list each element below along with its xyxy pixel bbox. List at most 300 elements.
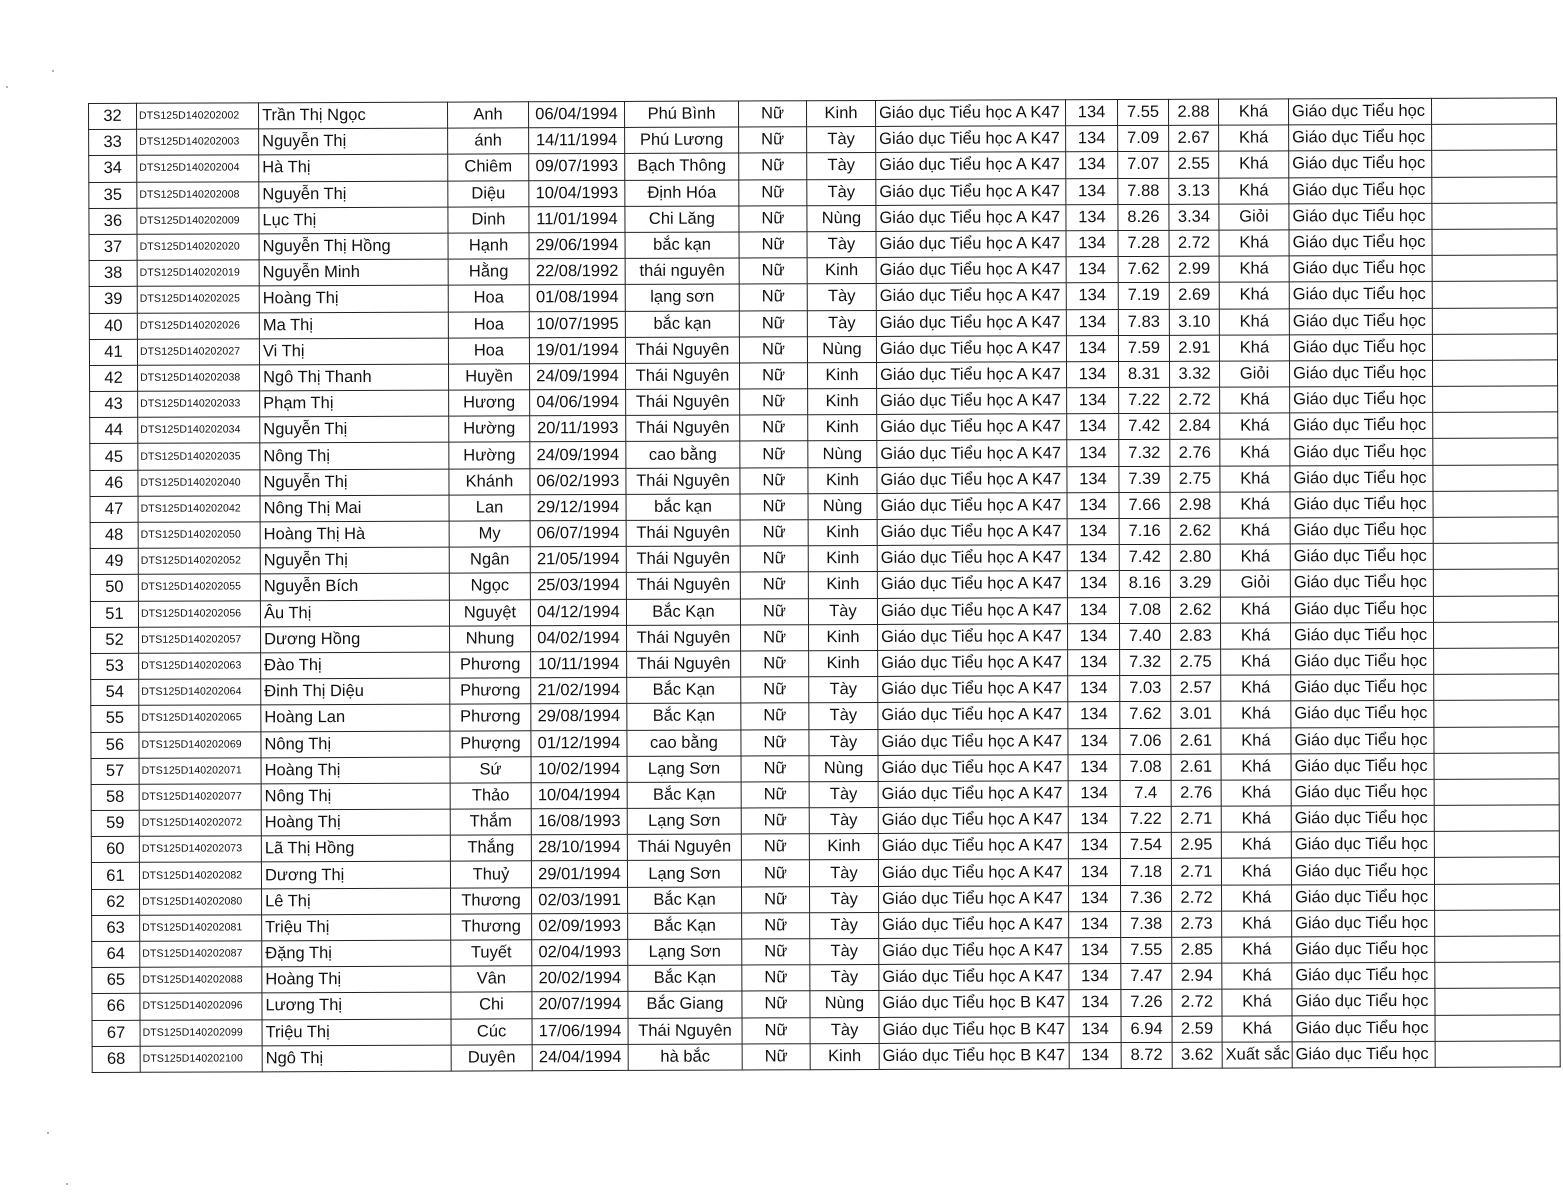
birth-place: Lạng Sơn	[628, 939, 742, 966]
student-code: DTS125D140202052	[138, 548, 260, 575]
blank-cell	[1435, 962, 1560, 989]
grade-10: 8.72	[1121, 1042, 1172, 1068]
class-name: Giáo dục Tiểu học A K47	[877, 545, 1067, 572]
row-number: 42	[90, 365, 138, 391]
first-name: Hoa	[448, 311, 529, 337]
birth-date: 01/08/1994	[529, 285, 625, 312]
gender: Nữ	[739, 153, 807, 179]
gender: Nữ	[740, 494, 808, 520]
major: Giáo dục Tiểu học	[1292, 963, 1435, 990]
grade-10: 8.16	[1119, 571, 1170, 597]
first-name: Anh	[447, 102, 528, 128]
class-name: Giáo dục Tiểu học B K47	[879, 990, 1069, 1017]
student-code: DTS125D140202064	[139, 679, 261, 706]
birth-place: Thái Nguyên	[627, 625, 741, 652]
surname-given: Nguyễn Thị	[259, 181, 448, 208]
first-name: Phương	[450, 704, 531, 730]
first-name: Diệu	[448, 180, 529, 206]
grade-10: 7.38	[1121, 911, 1172, 937]
ethnicity: Tày	[807, 153, 876, 179]
classification: Khá	[1221, 675, 1291, 701]
major: Giáo dục Tiểu học	[1291, 701, 1434, 728]
grade-10: 7.66	[1119, 492, 1170, 518]
grade-4: 2.73	[1172, 911, 1222, 937]
row-number: 55	[91, 706, 139, 732]
grade-10: 7.28	[1118, 230, 1169, 256]
ethnicity: Kinh	[806, 100, 875, 126]
birth-place: Lạng Sơn	[627, 860, 741, 887]
grade-4: 3.62	[1172, 1042, 1222, 1068]
classification: Khá	[1222, 989, 1292, 1015]
blank-cell	[1434, 648, 1559, 675]
credits: 134	[1067, 492, 1119, 518]
gender: Nữ	[740, 415, 808, 441]
major: Giáo dục Tiểu học	[1290, 386, 1433, 413]
grade-4: 3.10	[1169, 309, 1219, 335]
row-number: 45	[90, 444, 138, 470]
grade-10: 7.40	[1120, 623, 1171, 649]
gender: Nữ	[741, 729, 809, 755]
student-code: DTS125D140202080	[140, 888, 262, 915]
major: Giáo dục Tiểu học	[1292, 1041, 1435, 1068]
birth-date: 24/09/1994	[530, 363, 626, 390]
major: Giáo dục Tiểu học	[1289, 229, 1432, 256]
grade-4: 2.59	[1172, 1016, 1222, 1042]
row-number: 52	[91, 627, 139, 653]
first-name: Huyền	[449, 364, 530, 390]
major: Giáo dục Tiểu học	[1292, 910, 1435, 937]
credits: 134	[1068, 754, 1120, 780]
student-code: DTS125D140202099	[140, 1019, 262, 1046]
major: Giáo dục Tiểu học	[1291, 805, 1434, 832]
classification: Khá	[1219, 125, 1289, 151]
grade-4: 2.72	[1169, 230, 1219, 256]
first-name: Vân	[451, 966, 532, 992]
class-name: Giáo dục Tiểu học A K47	[877, 597, 1067, 624]
student-code: DTS125D140202025	[137, 286, 259, 313]
row-number: 61	[91, 863, 139, 889]
credits: 134	[1068, 807, 1120, 833]
major: Giáo dục Tiểu học	[1292, 989, 1435, 1016]
class-name: Giáo dục Tiểu học A K47	[877, 493, 1067, 520]
ethnicity: Kinh	[807, 258, 876, 284]
surname-given: Đặng Thị	[262, 940, 451, 967]
credits: 134	[1067, 361, 1119, 387]
gender: Nữ	[742, 913, 810, 939]
first-name: Cúc	[451, 1018, 532, 1044]
first-name: Sứ	[450, 756, 531, 782]
blank-cell	[1432, 229, 1557, 256]
ethnicity: Nùng	[809, 755, 878, 781]
grade-4: 2.95	[1171, 832, 1221, 858]
classification: Khá	[1222, 963, 1292, 989]
grade-4: 2.91	[1169, 335, 1219, 361]
ethnicity: Nùng	[808, 441, 877, 467]
major: Giáo dục Tiểu học	[1289, 360, 1432, 387]
classification: Khá	[1219, 151, 1289, 177]
grade-10: 7.09	[1118, 126, 1169, 152]
blank-cell	[1434, 726, 1559, 753]
birth-date: 02/03/1991	[532, 887, 628, 914]
birth-date: 29/01/1994	[531, 861, 627, 888]
grade-4: 3.01	[1171, 701, 1221, 727]
class-name: Giáo dục Tiểu học A K47	[877, 519, 1067, 546]
student-code: DTS125D140202056	[138, 600, 260, 627]
grade-10: 8.31	[1118, 361, 1169, 387]
gender: Nữ	[742, 939, 810, 965]
grade-10: 7.26	[1121, 990, 1172, 1016]
student-code: DTS125D140202042	[138, 496, 260, 523]
ethnicity: Tày	[809, 781, 878, 807]
row-number: 37	[89, 234, 137, 260]
birth-place: Thái Nguyên	[626, 546, 740, 573]
birth-date: 24/04/1994	[532, 1044, 628, 1071]
grade-4: 2.84	[1170, 413, 1220, 439]
classification: Khá	[1218, 99, 1288, 125]
birth-date: 20/07/1994	[532, 992, 628, 1019]
gender: Nữ	[740, 467, 808, 493]
grade-10: 7.83	[1118, 309, 1169, 335]
first-name: Thương	[451, 914, 532, 940]
ethnicity: Tày	[808, 598, 877, 624]
grade-4: 2.72	[1172, 885, 1222, 911]
birth-date: 06/02/1993	[530, 468, 626, 495]
birth-date: 20/02/1994	[532, 966, 628, 993]
credits: 134	[1066, 126, 1118, 152]
credits: 134	[1069, 938, 1121, 964]
blank-cell	[1433, 438, 1558, 465]
birth-place: thái nguyên	[625, 258, 739, 285]
classification: Khá	[1222, 1015, 1292, 1041]
blank-cell	[1434, 779, 1559, 806]
classification: Khá	[1222, 911, 1292, 937]
grade-10: 7.47	[1121, 964, 1172, 990]
grade-4: 3.13	[1169, 178, 1219, 204]
student-code: DTS125D140202002	[137, 103, 259, 130]
credits: 134	[1067, 388, 1119, 414]
classification: Xuất sắc	[1222, 1042, 1292, 1068]
row-number: 38	[89, 260, 137, 286]
row-number: 66	[92, 994, 140, 1020]
classification: Khá	[1221, 780, 1291, 806]
classification: Khá	[1219, 230, 1289, 256]
major: Giáo dục Tiểu học	[1290, 439, 1433, 466]
ethnicity: Kinh	[808, 389, 877, 415]
blank-cell	[1434, 805, 1559, 832]
surname-given: Nguyễn Thị	[260, 416, 449, 443]
major: Giáo dục Tiểu học	[1291, 753, 1434, 780]
class-name: Giáo dục Tiểu học A K47	[877, 440, 1067, 467]
classification: Khá	[1220, 544, 1290, 570]
blank-cell	[1435, 1041, 1560, 1068]
gender: Nữ	[741, 860, 809, 886]
row-number: 54	[91, 679, 139, 705]
surname-given: Nguyễn Bích	[260, 573, 449, 600]
surname-given: Nông Thị	[261, 731, 450, 758]
first-name: Duyên	[451, 1045, 532, 1071]
row-number: 34	[89, 156, 137, 182]
student-results-table	[88, 97, 1561, 1073]
ethnicity: Nùng	[807, 336, 876, 362]
gender: Nữ	[739, 258, 807, 284]
classification: Khá	[1222, 885, 1292, 911]
blank-cell	[1434, 700, 1559, 727]
grade-10: 7.55	[1117, 99, 1168, 125]
credits: 134	[1068, 859, 1120, 885]
major: Giáo dục Tiểu học	[1291, 832, 1434, 859]
surname-given: Nguyễn Thị	[260, 469, 449, 496]
major: Giáo dục Tiểu học	[1292, 1015, 1435, 1042]
gender: Nữ	[740, 572, 808, 598]
class-name: Giáo dục Tiểu học A K47	[877, 362, 1067, 389]
birth-place: Thái Nguyên	[626, 363, 740, 390]
class-name: Giáo dục Tiểu học A K47	[877, 571, 1067, 598]
classification: Khá	[1221, 858, 1291, 884]
first-name: Ngân	[449, 547, 530, 573]
surname-given: Nguyễn Thị Hồng	[259, 233, 448, 260]
class-name: Giáo dục Tiểu học A K47	[879, 938, 1069, 965]
grade-10: 7.62	[1120, 702, 1171, 728]
birth-date: 24/09/1994	[530, 442, 626, 469]
birth-date: 10/04/1993	[529, 180, 625, 207]
birth-place: hà bắc	[628, 1044, 742, 1071]
student-code: DTS125D140202050	[138, 522, 260, 549]
surname-given: Lục Thị	[259, 207, 448, 234]
credits: 134	[1068, 833, 1120, 859]
grade-10: 7.59	[1118, 335, 1169, 361]
surname-given: Lã Thị Hồng	[261, 835, 450, 862]
class-name: Giáo dục Tiểu học A K47	[879, 885, 1069, 912]
credits: 134	[1069, 1042, 1121, 1068]
classification: Khá	[1219, 256, 1289, 282]
row-number: 53	[91, 653, 139, 679]
ethnicity: Tày	[807, 231, 876, 257]
student-code: DTS125D140202081	[140, 915, 262, 942]
ethnicity: Kinh	[808, 467, 877, 493]
classification: Khá	[1221, 754, 1291, 780]
gender: Nữ	[740, 441, 808, 467]
class-name: Giáo dục Tiểu học A K47	[878, 833, 1068, 860]
blank-cell	[1433, 569, 1558, 596]
gender: Nữ	[741, 782, 809, 808]
gender: Nữ	[739, 310, 807, 336]
first-name: Thảo	[450, 783, 531, 809]
ethnicity: Tày	[809, 808, 878, 834]
first-name: Hường	[449, 416, 530, 442]
grade-10: 7.06	[1120, 728, 1171, 754]
ethnicity: Tày	[809, 860, 878, 886]
credits: 134	[1066, 230, 1118, 256]
student-code: DTS125D140202009	[137, 208, 259, 235]
surname-given: Âu Thị	[260, 600, 449, 627]
row-number: 44	[90, 418, 138, 444]
classification: Khá	[1220, 492, 1290, 518]
row-number: 35	[89, 182, 137, 208]
gender: Nữ	[741, 624, 809, 650]
grade-4: 2.75	[1171, 649, 1221, 675]
ethnicity: Tày	[809, 703, 878, 729]
first-name: Hoa	[448, 337, 529, 363]
blank-cell	[1433, 464, 1558, 491]
row-number: 68	[92, 1046, 140, 1072]
grade-4: 2.85	[1172, 937, 1222, 963]
birth-place: Thái Nguyên	[628, 1018, 742, 1045]
surname-given: Dương Thị	[261, 862, 450, 889]
class-name: Giáo dục Tiểu học A K47	[876, 231, 1066, 258]
scan-speck	[52, 70, 54, 72]
birth-place: Thái Nguyên	[627, 651, 741, 678]
birth-date: 04/02/1994	[531, 625, 627, 652]
row-number: 49	[90, 548, 138, 574]
gender: Nữ	[739, 205, 807, 231]
surname-given: Hoàng Thị	[259, 285, 448, 312]
classification: Khá	[1220, 466, 1290, 492]
first-name: Phương	[450, 652, 531, 678]
classification: Khá	[1219, 282, 1289, 308]
gender: Nữ	[740, 520, 808, 546]
grade-10: 7.07	[1118, 152, 1169, 178]
surname-given: Vi Thị	[259, 338, 448, 365]
birth-place: Thái Nguyên	[626, 520, 740, 547]
first-name: ánh	[448, 128, 529, 154]
first-name: Ngọc	[449, 573, 530, 599]
surname-given: Triệu Thị	[262, 914, 451, 941]
birth-place: Chi Lăng	[625, 206, 739, 233]
student-code: DTS125D140202026	[137, 312, 259, 339]
gender: Nữ	[741, 651, 809, 677]
blank-cell	[1432, 281, 1557, 308]
ethnicity: Nùng	[807, 205, 876, 231]
birth-date: 02/09/1993	[532, 913, 628, 940]
class-name: Giáo dục Tiểu học A K47	[877, 414, 1067, 441]
table-row	[92, 1041, 1560, 1073]
ethnicity: Tày	[807, 310, 876, 336]
birth-date: 02/04/1993	[532, 939, 628, 966]
row-number: 47	[90, 496, 138, 522]
classification: Khá	[1222, 937, 1292, 963]
student-code: DTS125D140202003	[137, 129, 259, 156]
row-number: 58	[91, 784, 139, 810]
gender: Nữ	[739, 284, 807, 310]
scan-speck	[66, 1183, 68, 1185]
blank-cell	[1432, 176, 1557, 203]
surname-given: Lương Thị	[262, 992, 451, 1019]
blank-cell	[1434, 753, 1559, 780]
grade-10: 7.18	[1120, 859, 1171, 885]
birth-place: Thái Nguyên	[626, 415, 740, 442]
student-code: DTS125D140202088	[140, 967, 262, 994]
surname-given: Nguyễn Thị	[260, 547, 449, 574]
class-name: Giáo dục Tiểu học A K47	[878, 754, 1068, 781]
grade-4: 2.72	[1170, 387, 1220, 413]
first-name: Chi	[451, 992, 532, 1018]
gender: Nữ	[738, 101, 806, 127]
grade-4: 2.69	[1169, 282, 1219, 308]
row-number: 32	[89, 103, 137, 129]
blank-cell	[1433, 517, 1558, 544]
ethnicity: Tày	[810, 912, 879, 938]
credits: 134	[1068, 780, 1120, 806]
classification: Khá	[1219, 335, 1289, 361]
gender: Nữ	[741, 677, 809, 703]
birth-date: 10/07/1995	[529, 311, 625, 338]
birth-date: 04/06/1994	[530, 390, 626, 417]
major: Giáo dục Tiểu học	[1289, 282, 1432, 309]
student-code: DTS125D140202034	[138, 417, 260, 444]
grade-10: 7.22	[1120, 806, 1171, 832]
row-number: 60	[91, 837, 139, 863]
credits: 134	[1066, 283, 1118, 309]
birth-date: 06/04/1994	[528, 101, 624, 128]
grade-10: 7.42	[1119, 545, 1170, 571]
major: Giáo dục Tiểu học	[1290, 413, 1433, 440]
surname-given: Hà Thị	[259, 154, 448, 181]
class-name: Giáo dục Tiểu học A K47	[875, 100, 1065, 127]
gender: Nữ	[740, 389, 808, 415]
birth-place: Thái Nguyên	[627, 834, 741, 861]
major: Giáo dục Tiểu học	[1289, 308, 1432, 335]
student-code: DTS125D140202038	[138, 365, 260, 392]
first-name: Hạnh	[448, 233, 529, 259]
surname-given: Trần Thị Ngọc	[259, 102, 448, 129]
birth-place: Bạch Thông	[625, 153, 739, 180]
classification: Khá	[1221, 701, 1291, 727]
major: Giáo dục Tiểu học	[1290, 517, 1433, 544]
ethnicity: Tày	[810, 938, 879, 964]
birth-date: 10/11/1994	[531, 651, 627, 678]
grade-4: 3.29	[1170, 571, 1220, 597]
blank-cell	[1432, 203, 1557, 230]
birth-date: 29/12/1994	[530, 494, 626, 521]
credits: 134	[1068, 702, 1120, 728]
credits: 134	[1069, 885, 1121, 911]
first-name: Hoa	[448, 285, 529, 311]
birth-place: bắc kạn	[626, 494, 740, 521]
major: Giáo dục Tiểu học	[1291, 858, 1434, 885]
row-number: 56	[91, 732, 139, 758]
birth-place: Phú Bình	[624, 101, 738, 128]
student-code: DTS125D140202065	[139, 705, 261, 732]
student-code: DTS125D140202057	[139, 627, 261, 654]
birth-place: Thái Nguyên	[626, 572, 740, 599]
grade-4: 2.55	[1169, 152, 1219, 178]
scan-speck	[6, 86, 8, 88]
ethnicity: Tày	[807, 284, 876, 310]
credits: 134	[1067, 597, 1119, 623]
row-number: 63	[92, 915, 140, 941]
ethnicity: Tày	[807, 127, 876, 153]
credits: 134	[1066, 178, 1118, 204]
gender: Nữ	[741, 755, 809, 781]
blank-cell	[1432, 255, 1557, 282]
birth-date: 10/04/1994	[531, 782, 627, 809]
surname-given: Lê Thị	[262, 888, 451, 915]
grade-10: 7.42	[1119, 414, 1170, 440]
birth-place: Bắc Kạn	[628, 913, 742, 940]
surname-given: Hoàng Thị	[261, 809, 450, 836]
major: Giáo dục Tiểu học	[1290, 596, 1433, 623]
surname-given: Nguyễn Minh	[259, 259, 448, 286]
major: Giáo dục Tiểu học	[1289, 177, 1432, 204]
surname-given: Triệu Thị	[262, 1019, 451, 1046]
student-code: DTS125D140202040	[138, 469, 260, 496]
student-code: DTS125D140202069	[139, 731, 261, 758]
surname-given: Đinh Thị Diệu	[261, 678, 450, 705]
first-name: Thương	[451, 887, 532, 913]
major: Giáo dục Tiểu học	[1290, 544, 1433, 571]
gender: Nữ	[739, 127, 807, 153]
classification: Giỏi	[1219, 204, 1289, 230]
